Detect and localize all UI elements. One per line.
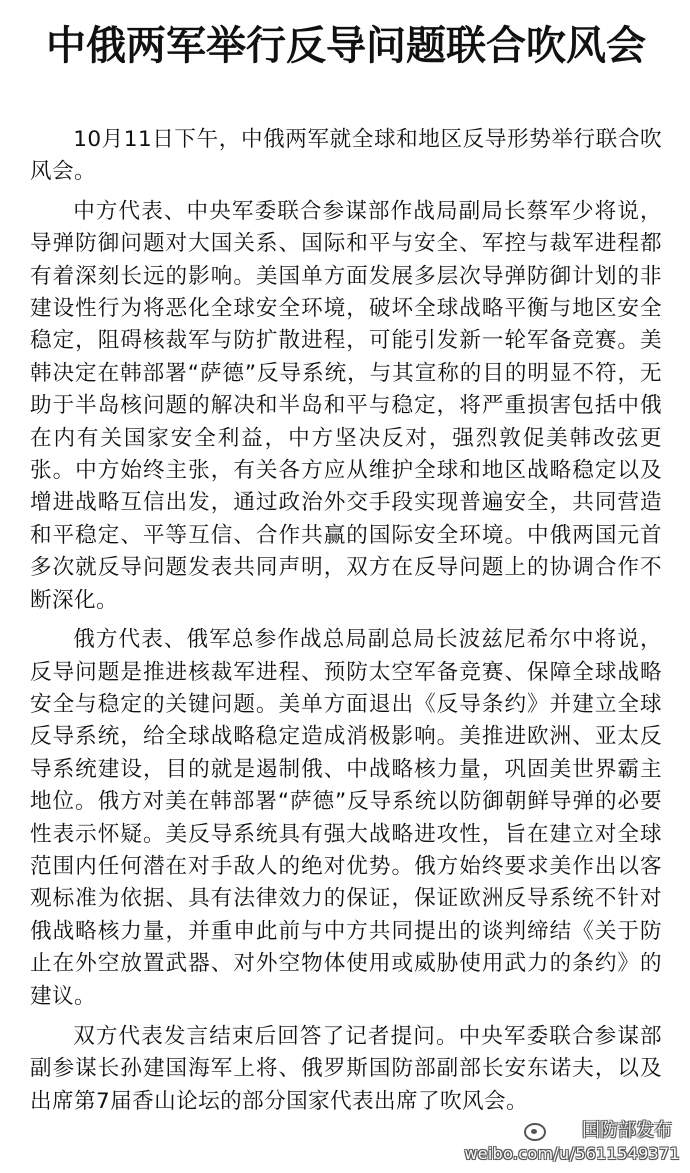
watermark-account-name: 国防部发布 [582,1120,672,1141]
paragraph-chinese-representative: 中方代表、中央军委联合参谋部作战局副局长蔡军少将说，导弹防御问题对大国关系、国际和平与安全、军控与裁军进程都有着深刻长远的影响。美国单方面发展多层次导弹防御计划的非建设性行为将恶化全球安全环境，破坏全球战略平衡与地区安全稳定，阻碍核裁军与防扩散进程，可能引发新一轮军备竞赛。美韩决定在韩部署“萨德”反导系统，与其宣称的目的明显不符，无助于半岛核问题的解决和半岛和平与稳定，将严重损害包括中俄在内有关国家安全利益，中方坚决反对，强烈敦促美韩改弦更张。中方始终主张，有关各方应从维护全球和地区战略稳定以及增进战略互信出发，通过政治外交手段实现普遍安全，共同营造和平稳定、平等互信、合作共赢的国际安全环境。中俄两国元首多次就反导问题发表共同声明，双方在反导问题上的协调合作不断深化。 [30,198,662,613]
weibo-logo-icon [524,1123,546,1141]
weibo-watermark [464,1120,682,1167]
paragraph-russian-representative: 俄方代表、俄军总参作战总局副总局长波兹尼希尔中将说，反导问题是推进核裁军进程、预防太空军备竞赛、保障全球战略安全与稳定的关键问题。美单方面退出《反导条约》并建立全球反导系统，给全球战略稳定造成消极影响。美推进欧洲、亚太反导系统建设，目的就是遏制俄、中战略核力量，巩固美世界霸主地位。俄方对美在韩部署“萨德”反导系统以防御朝鲜导弹的必要性表示怀疑。美反导系统具有强大战略进攻性，旨在建立对全球范围内任何潜在对手敌人的绝对优势。俄方始终要求美作出以客观标准为依据、具有法律效力的保证，保证欧洲反导系统不针对俄战略核力量，并重申此前与中方共同提出的谈判缔结《关于防止在外空放置武器、对外空物体使用或威胁使用武力的条约》的建议。 [30,627,662,1009]
paragraph-intro: 10月11日下午，中俄两军就全球和地区反导形势举行联合吹风会。 [30,127,662,185]
paragraph-closing: 双方代表发言结束后回答了记者提问。中央军委联合参谋部副参谋长孙建国海军上将、俄罗斯国防部副部长安东诺夫，以及出席第7届香山论坛的部分国家代表出席了吹风会。 [30,1023,662,1114]
article-body [30,124,662,1118]
article-title: 中俄两军举行反导问题联合吹风会 [46,23,646,69]
watermark-url: weibo.com/u/5611549371 [464,1144,680,1163]
